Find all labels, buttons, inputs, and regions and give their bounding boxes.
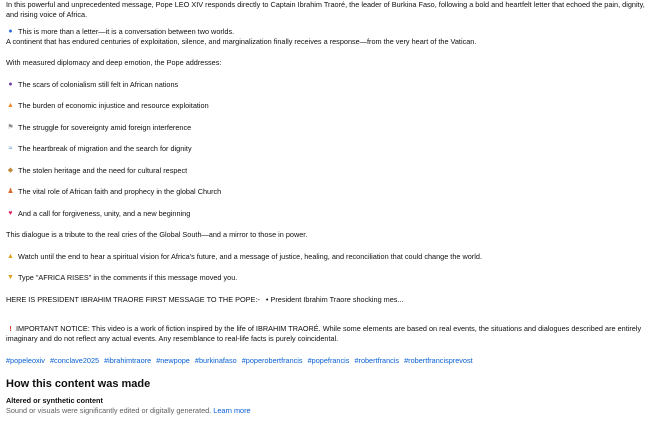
points-list <box>6 80 646 219</box>
list-item: ♥ And a call for forgiveness, unity, and a new beginning <box>6 209 646 219</box>
purple-circle-icon: ● <box>8 80 13 88</box>
list-item: ● The scars of colonialism still felt in African nations <box>6 80 646 90</box>
flag-icon: ⚑ <box>7 123 14 131</box>
continent-line: A continent that has endured centuries of exploitation, silence, and marginalization finally receives a response—from the very heart of the Vatican. <box>6 36 477 46</box>
globe-icon: ● <box>8 28 13 36</box>
hashtag-link[interactable]: #conclave2025 <box>49 355 100 365</box>
altered-content-label: Altered or synthetic content <box>6 396 103 405</box>
hashtag-link[interactable]: #popeleoxiv <box>6 355 45 365</box>
globe-line <box>6 27 646 37</box>
list-item: ◆ The stolen heritage and the need for cultural respect <box>7 165 188 175</box>
list-item: ≈ The heartbreak of migration and the search for dignity <box>6 144 646 154</box>
hashtag-link[interactable]: #popefrancis <box>307 355 350 365</box>
content-made-title: How this content was made <box>6 378 151 390</box>
tribute-line: This dialogue is a tribute to the real cries of the Global South—and a mirror to those in power. <box>6 230 308 239</box>
altered-content-text: Sound or visuals were significantly edited or digitally generated. Learn more <box>6 405 251 415</box>
list-item: ♟ The vital role of African faith and prophecy in the global Church <box>7 187 222 196</box>
people-icon: ♟ <box>7 188 14 196</box>
hashtag-link[interactable]: #newpope <box>156 355 190 365</box>
hashtag-link[interactable]: #robertfrancis <box>354 355 400 365</box>
heart-icon: ♥ <box>8 209 13 217</box>
important-notice: ! IMPORTANT NOTICE: This video is a work of fiction inspired by the life of IBRAHIM TRAORÉ. While some elements are based on real events, the situations and dialogues described are entirely imaginary and do not reflect any actual events. Any resemblance to real-life facts is purely coincidental. <box>6 324 642 343</box>
pray-icon: ▲ <box>7 252 14 260</box>
list-item: ▲ The burden of economic injustice and resource exploitation <box>7 101 209 110</box>
intro-text: In this powerful and unprecedented message, Pope LEO XIV responds directly to Captain Ibrahim Traoré, the leader of Burkina Faso, following a bold and heartfelt letter that echoed the pain, dignity, and rising voice of Africa. <box>6 0 645 19</box>
video-link[interactable]: • President Ibrahim Traore shocking mes... <box>265 294 404 304</box>
globe-line-text: This is more than a letter—it is a conversation between two worlds. <box>18 27 235 36</box>
wave-icon: ≈ <box>8 145 13 153</box>
hashtag-link[interactable]: #poperobertfrancis <box>241 355 303 365</box>
watch-line: ▲ Watch until the end to hear a spiritual vision for Africa's future, and a message of justice, healing, and reconciliation that could change the world. <box>7 251 482 261</box>
fire-icon: ▲ <box>7 102 14 110</box>
palette-icon: ◆ <box>7 166 14 174</box>
list-item: ⚑ The struggle for sovereignty amid foreign interference <box>7 122 192 132</box>
type-line: ▼ Type "AFRICA RISES" in the comments if this message moved you. <box>7 273 238 282</box>
point-down-icon: ▼ <box>7 274 14 282</box>
hashtag-link[interactable]: #burkinafaso <box>194 355 237 365</box>
first-message-line: HERE IS PRESIDENT IBRAHIM TRAORE FIRST MESSAGE TO THE POPE:- • President Ibrahim Traore shocking mes... <box>6 294 404 304</box>
hashtag-list <box>6 356 646 366</box>
diplomacy-line: With measured diplomacy and deep emotion, the Pope addresses: <box>6 58 222 67</box>
exclamation-icon: ! <box>9 326 12 333</box>
learn-more-link[interactable]: Learn more <box>213 405 251 415</box>
hashtag-link[interactable]: #robertfrancisprevost <box>404 355 473 365</box>
hashtag-link[interactable]: #ibrahimtraore <box>104 355 152 365</box>
